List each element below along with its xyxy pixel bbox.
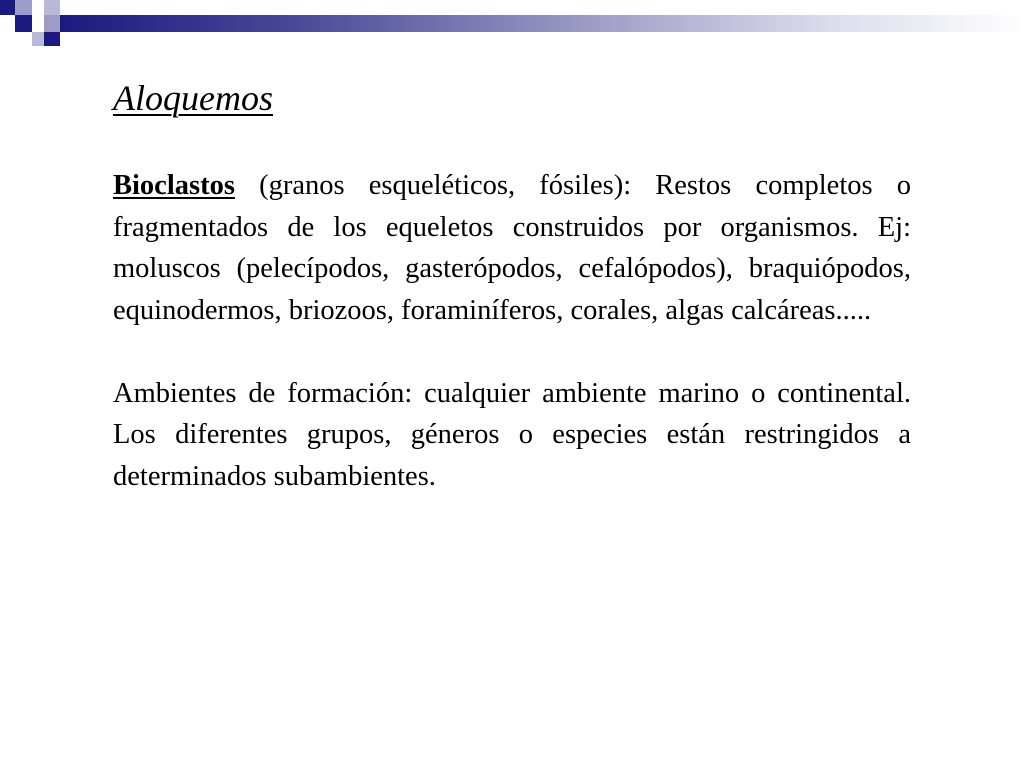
decor-square — [44, 15, 60, 32]
bioclastos-paragraph — [113, 165, 911, 331]
slide-body — [113, 165, 911, 497]
decor-square — [15, 0, 32, 15]
decor-square — [32, 32, 44, 46]
slide-title: Aloquemos — [113, 78, 273, 118]
ambientes-paragraph: Ambientes de formación: cualquier ambiente marino o continental. Los diferentes grupos, géneros o especies están restringidos a determinados subambientes. — [113, 377, 911, 492]
bioclastos-description: (granos esqueléticos, fósiles): Restos completos o fragmentados de los equeletos construidos por organismos. Ej: moluscos (pelecípodos, gasterópodos, cefalópodos), braquiópodos, equinodermos, briozoos, foraminíferos, corales, algas calcáreas..... — [113, 170, 911, 326]
decor-square — [44, 0, 60, 15]
header-gradient-band — [60, 15, 1024, 32]
decor-square — [0, 0, 15, 15]
decor-square — [15, 15, 32, 32]
bioclastos-term: Bioclastos — [113, 170, 235, 201]
decor-square — [44, 32, 60, 46]
decorative-header — [0, 0, 1024, 60]
